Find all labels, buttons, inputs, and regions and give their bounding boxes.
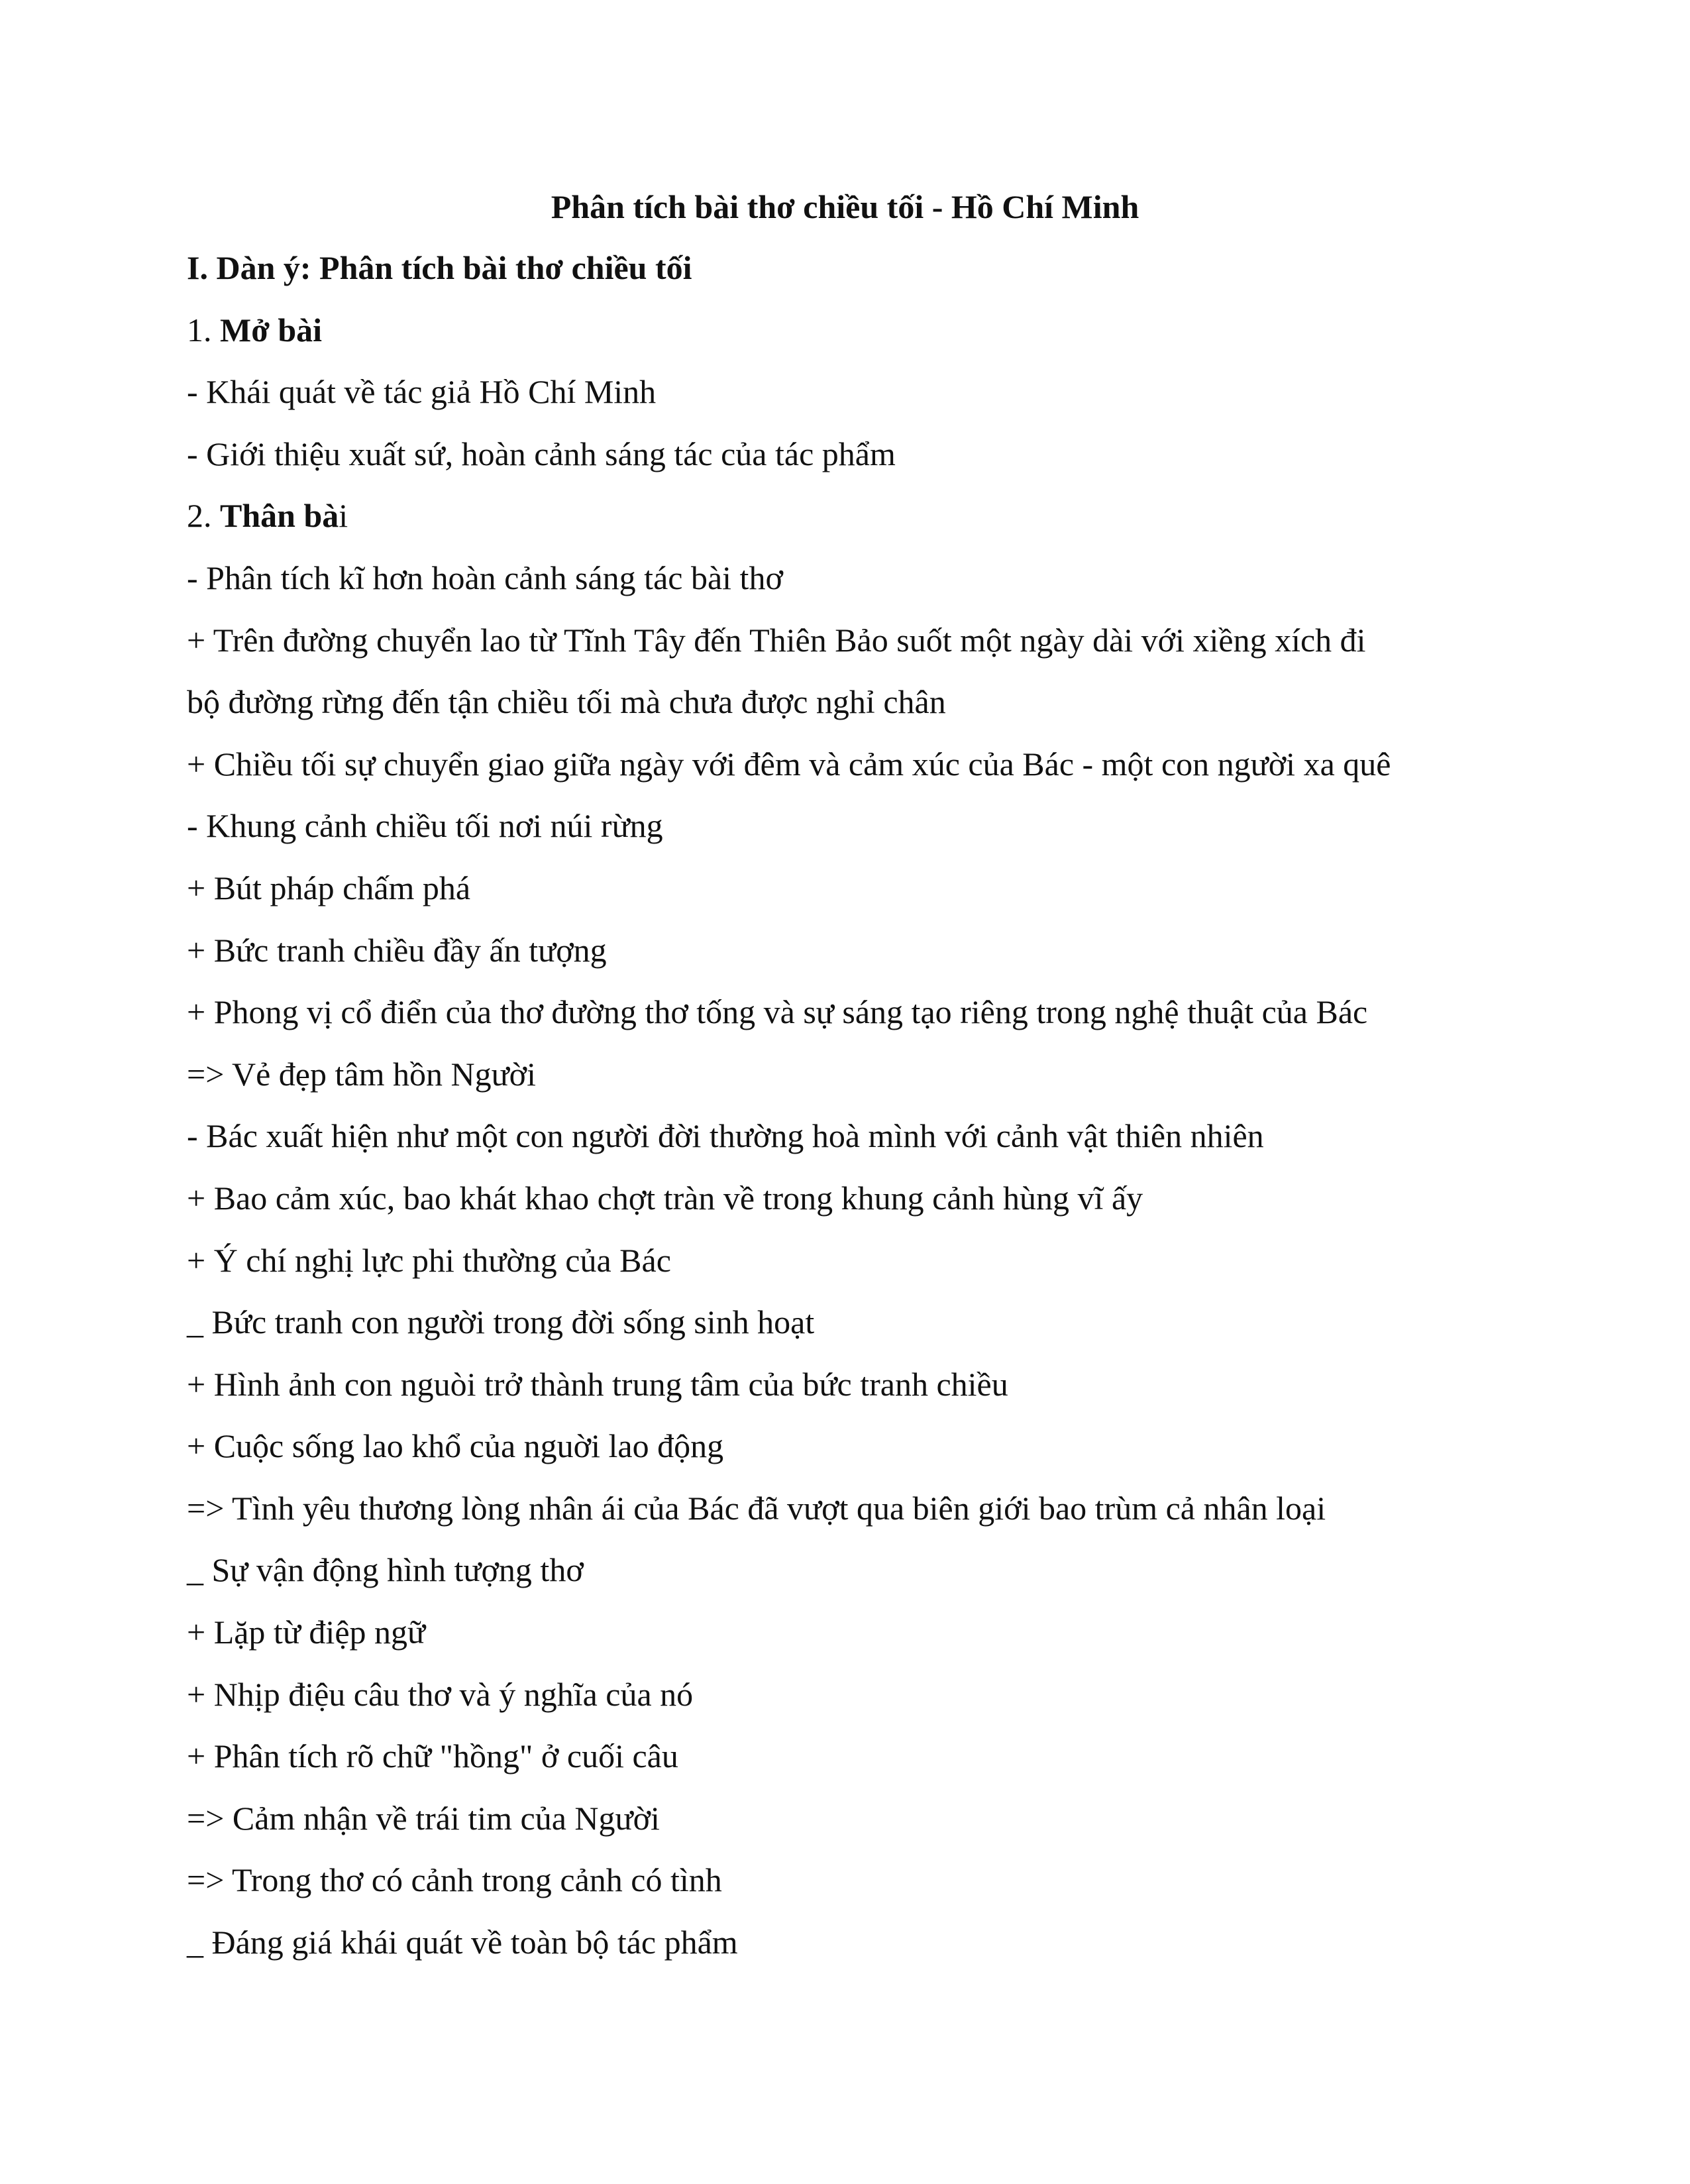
document-body <box>187 248 1512 1985</box>
outline-line: + Phân tích rõ chữ "hồng" ở cuối câu <box>187 1737 678 1775</box>
subheading-label: Mở bài <box>220 311 323 349</box>
outline-line: + Ý chí nghị lực phi thường của Bác <box>187 1241 671 1279</box>
outline-line: bộ đường rừng đến tận chiều tối mà chưa được nghỉ chân <box>187 683 946 721</box>
outline-line: + Hình ảnh con nguòi trở thành trung tâm của bức tranh chiều <box>187 1365 1008 1403</box>
outline-line: + Phong vị cổ điển của thơ đường thơ tống và sự sáng tạo riêng trong nghệ thuật của Bác <box>187 993 1368 1031</box>
outline-line: + Nhịp điệu câu thơ và ý nghĩa của nó <box>187 1675 694 1713</box>
outline-line: _ Sự vận động hình tượng thơ <box>187 1551 584 1589</box>
outline-line: + Bức tranh chiều đầy ấn tượng <box>187 931 607 969</box>
outline-line: + Trên đường chuyển lao từ Tĩnh Tây đến Thiên Bảo suốt một ngày dài với xiềng xích đi <box>187 621 1366 659</box>
subheading-label-suffix: i <box>339 497 348 535</box>
outline-line: - Khung cảnh chiều tối nơi núi rừng <box>187 807 663 845</box>
subheading-mo-bai <box>187 310 1512 372</box>
subheading-number: 2. <box>187 497 220 535</box>
outline-line: => Trong thơ có cảnh trong cảnh có tình <box>187 1861 722 1899</box>
subheading-than-bai <box>187 496 1512 558</box>
outline-line: => Cảm nhận về trái tim của Người <box>187 1799 660 1837</box>
outline-line: + Cuộc sống lao khổ của nguời lao động <box>187 1427 724 1465</box>
outline-line: - Phân tích kĩ hơn hoàn cảnh sáng tác bài thơ <box>187 559 783 596</box>
outline-line: => Tình yêu thương lòng nhân ái của Bác đã vượt qua biên giới bao trùm cả nhân loại <box>187 1489 1326 1527</box>
subheading-label: Thân bà <box>220 497 339 535</box>
subheading-number: 1. <box>187 311 220 349</box>
outline-line: - Khái quát về tác giả Hồ Chí Minh <box>187 373 657 411</box>
outline-line: + Lặp từ điệp ngữ <box>187 1613 426 1651</box>
outline-line: + Chiều tối sự chuyển giao giữa ngày với đêm và cảm xúc của Bác - một con người xa quê <box>187 745 1391 783</box>
outline-line: - Bác xuất hiện như một con người đời thường hoà mình với cảnh vật thiên nhiên <box>187 1117 1264 1155</box>
outline-line: + Bao cảm xúc, bao khát khao chợt tràn về trong khung cảnh hùng vĩ ấy <box>187 1179 1143 1217</box>
outline-line: => Vẻ đẹp tâm hồn Người <box>187 1055 537 1093</box>
section-heading: I. Dàn ý: Phân tích bài thơ chiều tối <box>187 249 692 286</box>
document-title: Phân tích bài thơ chiều tối - Hồ Chí Minh <box>551 188 1139 225</box>
outline-line: + Bút pháp chấm phá <box>187 869 471 906</box>
outline-line: _ Bức tranh con người trong đời sống sinh hoạt <box>187 1303 815 1341</box>
outline-line: _ Đáng giá khái quát về toàn bộ tác phẩm <box>187 1924 738 1961</box>
outline-line: - Giới thiệu xuất sứ, hoàn cảnh sáng tác của tác phẩm <box>187 435 896 472</box>
